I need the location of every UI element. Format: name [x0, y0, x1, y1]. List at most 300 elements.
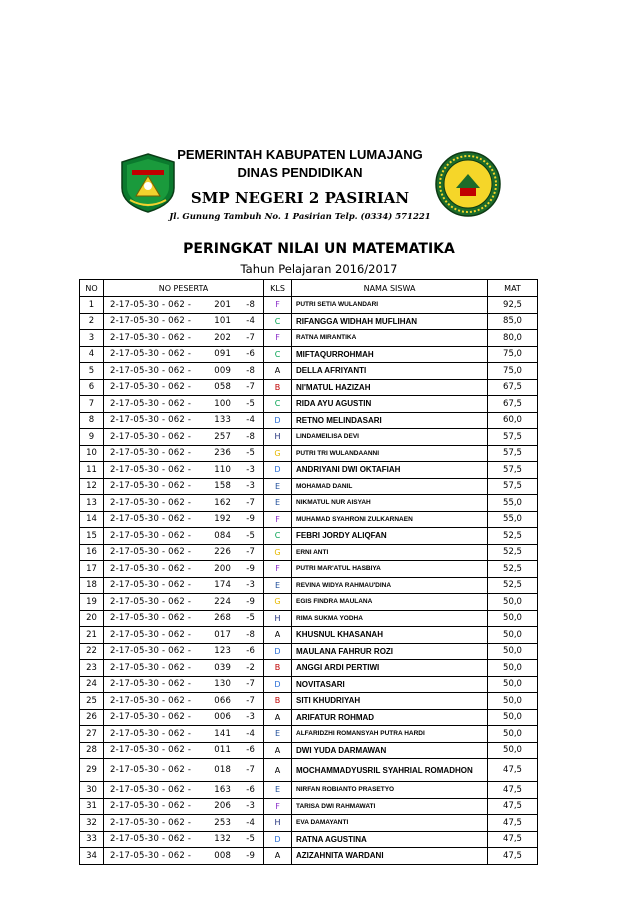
peserta-prefix: 2-17-05-30 - 062 -	[110, 728, 192, 739]
cell-no: 4	[80, 346, 104, 363]
cell-nama-siswa: NIKMATUL NUR AISYAH	[292, 495, 488, 512]
table-row	[80, 742, 538, 759]
cell-no-peserta	[104, 676, 264, 693]
cell-mat: 47,5	[488, 782, 538, 799]
peserta-number: 253	[214, 817, 232, 828]
col-header-kls: KLS	[264, 280, 292, 297]
cell-no: 32	[80, 815, 104, 832]
peserta-number: 009	[214, 365, 232, 376]
cell-no-peserta	[104, 396, 264, 413]
peserta-suffix: -3	[246, 712, 256, 723]
peserta-number: 084	[214, 530, 232, 541]
peserta-suffix: -3	[246, 801, 256, 812]
cell-mat: 50,0	[488, 660, 538, 677]
cell-nama-siswa: MIFTAQURROHMAH	[292, 346, 488, 363]
cell-kls: H	[264, 429, 292, 446]
peserta-number: 236	[214, 448, 232, 459]
cell-kls: D	[264, 462, 292, 479]
peserta-number: 101	[214, 316, 232, 327]
cell-no: 33	[80, 831, 104, 848]
cell-no-peserta	[104, 693, 264, 710]
peserta-suffix: -8	[246, 431, 256, 442]
peserta-suffix: -2	[246, 662, 256, 673]
department-name: DINAS PENDIDIKAN	[237, 165, 363, 180]
cell-nama-siswa: NIRFAN ROBIANTO PRASETYO	[292, 782, 488, 799]
peserta-number: 018	[214, 765, 232, 775]
peserta-number: 100	[214, 398, 232, 409]
cell-kls: A	[264, 627, 292, 644]
cell-mat: 47,5	[488, 831, 538, 848]
peserta-number: 133	[214, 415, 232, 426]
peserta-suffix: -5	[246, 530, 256, 541]
cell-no: 6	[80, 379, 104, 396]
cell-kls: B	[264, 660, 292, 677]
cell-mat: 50,0	[488, 693, 538, 710]
cell-no: 20	[80, 610, 104, 627]
cell-nama-siswa: LINDAMEILISA DEVI	[292, 429, 488, 446]
peserta-number: 123	[214, 646, 232, 657]
cell-nama-siswa: NI'MATUL HAZIZAH	[292, 379, 488, 396]
table-row	[80, 709, 538, 726]
cell-kls: A	[264, 709, 292, 726]
cell-no-peserta	[104, 610, 264, 627]
cell-no: 34	[80, 848, 104, 865]
cell-no: 27	[80, 726, 104, 743]
cell-no-peserta	[104, 379, 264, 396]
cell-mat: 92,5	[488, 297, 538, 314]
cell-kls: A	[264, 848, 292, 865]
peserta-number: 200	[214, 563, 232, 574]
cell-no-peserta	[104, 478, 264, 495]
cell-no: 7	[80, 396, 104, 413]
peserta-suffix: -8	[246, 365, 256, 376]
peserta-prefix: 2-17-05-30 - 062 -	[110, 415, 192, 426]
cell-nama-siswa: EGIS FINDRA MAULANA	[292, 594, 488, 611]
cell-no-peserta	[104, 759, 264, 782]
cell-nama-siswa: RATNA AGUSTINA	[292, 831, 488, 848]
cell-nama-siswa: RIFANGGA WIDHAH MUFLIHAN	[292, 313, 488, 330]
cell-kls: B	[264, 379, 292, 396]
table-row	[80, 726, 538, 743]
cell-mat: 52,5	[488, 561, 538, 578]
peserta-suffix: -7	[246, 332, 256, 343]
peserta-suffix: -8	[246, 629, 256, 640]
cell-no: 26	[80, 709, 104, 726]
peserta-number: 224	[214, 596, 232, 607]
cell-mat: 67,5	[488, 379, 538, 396]
cell-nama-siswa: REVINA WIDYA RAHMAU'DINA	[292, 577, 488, 594]
table-row	[80, 561, 538, 578]
school-emblem-icon	[434, 150, 502, 218]
cell-kls: D	[264, 831, 292, 848]
cell-nama-siswa: DWI YUDA DARMAWAN	[292, 742, 488, 759]
cell-nama-siswa: AZIZAHNITA WARDANI	[292, 848, 488, 865]
table-row	[80, 330, 538, 347]
cell-no-peserta	[104, 297, 264, 314]
peserta-number: 011	[214, 745, 232, 756]
peserta-suffix: -6	[246, 784, 256, 795]
cell-no: 25	[80, 693, 104, 710]
peserta-prefix: 2-17-05-30 - 062 -	[110, 646, 192, 657]
cell-nama-siswa: RETNO MELINDASARI	[292, 412, 488, 429]
table-row	[80, 660, 538, 677]
cell-kls: C	[264, 313, 292, 330]
table-header-row	[80, 280, 538, 297]
peserta-number: 130	[214, 679, 232, 690]
cell-no-peserta	[104, 643, 264, 660]
cell-no: 10	[80, 445, 104, 462]
peserta-number: 132	[214, 834, 232, 845]
peserta-prefix: 2-17-05-30 - 062 -	[110, 398, 192, 409]
peserta-suffix: -7	[246, 382, 256, 393]
cell-nama-siswa: ANGGI ARDI PERTIWI	[292, 660, 488, 677]
table-row	[80, 445, 538, 462]
table-row	[80, 759, 538, 782]
cell-nama-siswa: MAULANA FAHRUR ROZI	[292, 643, 488, 660]
peserta-number: 201	[214, 299, 232, 310]
table-row	[80, 412, 538, 429]
page-subtitle: Tahun Pelajaran 2016/2017	[240, 262, 398, 276]
cell-no-peserta	[104, 561, 264, 578]
cell-kls: F	[264, 798, 292, 815]
cell-no: 13	[80, 495, 104, 512]
cell-nama-siswa: FEBRI JORDY ALIQFAN	[292, 528, 488, 545]
cell-no: 21	[80, 627, 104, 644]
cell-mat: 52,5	[488, 544, 538, 561]
cell-no: 22	[80, 643, 104, 660]
table-row	[80, 577, 538, 594]
table-row	[80, 429, 538, 446]
cell-mat: 50,0	[488, 594, 538, 611]
peserta-prefix: 2-17-05-30 - 062 -	[110, 745, 192, 756]
cell-kls: D	[264, 676, 292, 693]
cell-no-peserta	[104, 660, 264, 677]
cell-nama-siswa: PUTRI MAR'ATUL HASBIYA	[292, 561, 488, 578]
peserta-prefix: 2-17-05-30 - 062 -	[110, 448, 192, 459]
peserta-prefix: 2-17-05-30 - 062 -	[110, 481, 192, 492]
cell-mat: 57,5	[488, 429, 538, 446]
cell-no-peserta	[104, 742, 264, 759]
table-row	[80, 346, 538, 363]
letterhead	[0, 140, 638, 232]
peserta-suffix: -5	[246, 448, 256, 459]
cell-kls: E	[264, 495, 292, 512]
peserta-number: 039	[214, 662, 232, 673]
cell-kls: E	[264, 726, 292, 743]
cell-mat: 50,0	[488, 709, 538, 726]
table-row	[80, 782, 538, 799]
cell-no-peserta	[104, 627, 264, 644]
cell-no-peserta	[104, 313, 264, 330]
cell-nama-siswa: NOVITASARI	[292, 676, 488, 693]
cell-kls: H	[264, 815, 292, 832]
cell-kls: C	[264, 346, 292, 363]
peserta-suffix: -7	[246, 679, 256, 690]
cell-kls: H	[264, 610, 292, 627]
cell-no-peserta	[104, 462, 264, 479]
cell-nama-siswa: DELLA AFRIYANTI	[292, 363, 488, 380]
table-row	[80, 676, 538, 693]
cell-nama-siswa: EVA DAMAYANTI	[292, 815, 488, 832]
peserta-prefix: 2-17-05-30 - 062 -	[110, 332, 192, 343]
cell-nama-siswa: SITI KHUDRIYAH	[292, 693, 488, 710]
peserta-suffix: -6	[246, 745, 256, 756]
cell-kls: B	[264, 693, 292, 710]
cell-no-peserta	[104, 798, 264, 815]
cell-no: 28	[80, 742, 104, 759]
peserta-number: 162	[214, 497, 232, 508]
cell-nama-siswa: TARISA DWI RAHMAWATI	[292, 798, 488, 815]
cell-mat: 67,5	[488, 396, 538, 413]
cell-no: 30	[80, 782, 104, 799]
cell-mat: 55,0	[488, 511, 538, 528]
cell-mat: 50,0	[488, 610, 538, 627]
cell-kls: F	[264, 511, 292, 528]
cell-nama-siswa: MOHAMAD DANIL	[292, 478, 488, 495]
peserta-suffix: -6	[246, 349, 256, 360]
cell-no-peserta	[104, 726, 264, 743]
cell-nama-siswa: KHUSNUL KHASANAH	[292, 627, 488, 644]
peserta-prefix: 2-17-05-30 - 062 -	[110, 850, 192, 861]
cell-kls: E	[264, 478, 292, 495]
table-row	[80, 363, 538, 380]
peserta-prefix: 2-17-05-30 - 062 -	[110, 834, 192, 845]
page-title: PERINGKAT NILAI UN MATEMATIKA	[183, 241, 455, 257]
cell-no-peserta	[104, 577, 264, 594]
peserta-suffix: -9	[246, 850, 256, 861]
table-row	[80, 815, 538, 832]
cell-mat: 57,5	[488, 445, 538, 462]
peserta-number: 058	[214, 382, 232, 393]
cell-mat: 57,5	[488, 478, 538, 495]
school-name: SMP NEGERI 2 PASIRIAN	[190, 189, 410, 207]
peserta-prefix: 2-17-05-30 - 062 -	[110, 563, 192, 574]
cell-nama-siswa: ARIFATUR ROHMAD	[292, 709, 488, 726]
table-row	[80, 528, 538, 545]
cell-no-peserta	[104, 412, 264, 429]
cell-nama-siswa: ALFARIDZHI ROMANSYAH PUTRA HARDI	[292, 726, 488, 743]
cell-no-peserta	[104, 594, 264, 611]
peserta-number: 192	[214, 514, 232, 525]
col-header-no: NO	[80, 280, 104, 297]
cell-no: 19	[80, 594, 104, 611]
peserta-prefix: 2-17-05-30 - 062 -	[110, 801, 192, 812]
cell-kls: A	[264, 363, 292, 380]
peserta-number: 257	[214, 431, 232, 442]
peserta-prefix: 2-17-05-30 - 062 -	[110, 580, 192, 591]
peserta-prefix: 2-17-05-30 - 062 -	[110, 765, 192, 775]
peserta-suffix: -8	[246, 299, 256, 310]
cell-mat: 50,0	[488, 643, 538, 660]
cell-mat: 50,0	[488, 726, 538, 743]
cell-kls: G	[264, 594, 292, 611]
peserta-suffix: -4	[246, 415, 256, 426]
cell-no-peserta	[104, 346, 264, 363]
cell-nama-siswa: ANDRIYANI DWI OKTAFIAH	[292, 462, 488, 479]
peserta-suffix: -3	[246, 580, 256, 591]
peserta-suffix: -9	[246, 563, 256, 574]
cell-no: 18	[80, 577, 104, 594]
table-row	[80, 627, 538, 644]
ranking-table	[79, 279, 538, 865]
table-row	[80, 313, 538, 330]
peserta-suffix: -4	[246, 728, 256, 739]
peserta-prefix: 2-17-05-30 - 062 -	[110, 497, 192, 508]
table-row	[80, 643, 538, 660]
cell-kls: A	[264, 742, 292, 759]
peserta-suffix: -5	[246, 834, 256, 845]
cell-kls: D	[264, 412, 292, 429]
table-row	[80, 544, 538, 561]
cell-mat: 47,5	[488, 815, 538, 832]
cell-no-peserta	[104, 445, 264, 462]
table-row	[80, 848, 538, 865]
peserta-suffix: -7	[246, 497, 256, 508]
cell-no: 14	[80, 511, 104, 528]
cell-nama-siswa: PUTRI SETIA WULANDARI	[292, 297, 488, 314]
cell-no-peserta	[104, 363, 264, 380]
peserta-suffix: -7	[246, 765, 256, 775]
peserta-prefix: 2-17-05-30 - 062 -	[110, 530, 192, 541]
table-row	[80, 511, 538, 528]
table-row	[80, 798, 538, 815]
table-row	[80, 831, 538, 848]
peserta-number: 268	[214, 613, 232, 624]
table-row	[80, 462, 538, 479]
cell-kls: E	[264, 577, 292, 594]
peserta-suffix: -7	[246, 695, 256, 706]
cell-mat: 50,0	[488, 742, 538, 759]
cell-no: 31	[80, 798, 104, 815]
cell-kls: D	[264, 643, 292, 660]
cell-mat: 50,0	[488, 676, 538, 693]
cell-kls: G	[264, 445, 292, 462]
peserta-prefix: 2-17-05-30 - 062 -	[110, 613, 192, 624]
peserta-number: 006	[214, 712, 232, 723]
peserta-prefix: 2-17-05-30 - 062 -	[110, 679, 192, 690]
table-row	[80, 693, 538, 710]
peserta-suffix: -6	[246, 646, 256, 657]
government-name: PEMERINTAH KABUPATEN LUMAJANG	[177, 147, 423, 162]
cell-no-peserta	[104, 848, 264, 865]
peserta-prefix: 2-17-05-30 - 062 -	[110, 382, 192, 393]
table-row	[80, 297, 538, 314]
peserta-prefix: 2-17-05-30 - 062 -	[110, 464, 192, 475]
peserta-suffix: -5	[246, 613, 256, 624]
cell-nama-siswa: MUHAMAD SYAHRONI ZULKARNAEN	[292, 511, 488, 528]
peserta-number: 174	[214, 580, 232, 591]
cell-mat: 75,0	[488, 363, 538, 380]
peserta-prefix: 2-17-05-30 - 062 -	[110, 299, 192, 310]
peserta-number: 110	[214, 464, 232, 475]
cell-mat: 47,5	[488, 798, 538, 815]
peserta-suffix: -9	[246, 514, 256, 525]
peserta-number: 091	[214, 349, 232, 360]
peserta-prefix: 2-17-05-30 - 062 -	[110, 365, 192, 376]
cell-no: 5	[80, 363, 104, 380]
peserta-prefix: 2-17-05-30 - 062 -	[110, 784, 192, 795]
cell-no-peserta	[104, 495, 264, 512]
peserta-number: 008	[214, 850, 232, 861]
cell-no-peserta	[104, 709, 264, 726]
school-address: Jl. Gunung Tambuh No. 1 Pasirian Telp. (0334) 571221	[169, 212, 431, 222]
cell-mat: 57,5	[488, 462, 538, 479]
table-row	[80, 478, 538, 495]
cell-no: 9	[80, 429, 104, 446]
cell-no: 16	[80, 544, 104, 561]
peserta-number: 017	[214, 629, 232, 640]
peserta-number: 158	[214, 481, 232, 492]
cell-no-peserta	[104, 831, 264, 848]
cell-no: 15	[80, 528, 104, 545]
peserta-number: 202	[214, 332, 232, 343]
peserta-suffix: -4	[246, 817, 256, 828]
peserta-suffix: -7	[246, 547, 256, 558]
peserta-prefix: 2-17-05-30 - 062 -	[110, 596, 192, 607]
cell-no: 11	[80, 462, 104, 479]
cell-kls: A	[264, 759, 292, 782]
cell-mat: 52,5	[488, 577, 538, 594]
peserta-prefix: 2-17-05-30 - 062 -	[110, 712, 192, 723]
peserta-number: 141	[214, 728, 232, 739]
col-header-no-peserta: NO PESERTA	[104, 280, 264, 297]
peserta-prefix: 2-17-05-30 - 062 -	[110, 547, 192, 558]
peserta-prefix: 2-17-05-30 - 062 -	[110, 695, 192, 706]
peserta-suffix: -4	[246, 316, 256, 327]
cell-no-peserta	[104, 782, 264, 799]
peserta-suffix: -3	[246, 481, 256, 492]
peserta-prefix: 2-17-05-30 - 062 -	[110, 817, 192, 828]
cell-no: 3	[80, 330, 104, 347]
peserta-number: 206	[214, 801, 232, 812]
cell-no: 17	[80, 561, 104, 578]
cell-no: 8	[80, 412, 104, 429]
cell-nama-siswa: RATNA MIRANTIKA	[292, 330, 488, 347]
peserta-prefix: 2-17-05-30 - 062 -	[110, 431, 192, 442]
peserta-suffix: -9	[246, 596, 256, 607]
cell-no-peserta	[104, 528, 264, 545]
table-row	[80, 610, 538, 627]
cell-kls: C	[264, 396, 292, 413]
table-row	[80, 495, 538, 512]
cell-nama-siswa: PUTRI TRI WULANDAANNI	[292, 445, 488, 462]
cell-mat: 80,0	[488, 330, 538, 347]
peserta-prefix: 2-17-05-30 - 062 -	[110, 629, 192, 640]
col-header-mat: MAT	[488, 280, 538, 297]
cell-no: 1	[80, 297, 104, 314]
cell-nama-siswa: RIMA SUKMA YODHA	[292, 610, 488, 627]
cell-no-peserta	[104, 544, 264, 561]
cell-kls: G	[264, 544, 292, 561]
cell-mat: 50,0	[488, 627, 538, 644]
cell-mat: 60,0	[488, 412, 538, 429]
cell-no: 2	[80, 313, 104, 330]
cell-nama-siswa: MOCHAMMADYUSRIL SYAHRIAL ROMADHON	[292, 759, 488, 782]
peserta-number: 163	[214, 784, 232, 795]
cell-no-peserta	[104, 511, 264, 528]
cell-kls: E	[264, 782, 292, 799]
table-row	[80, 396, 538, 413]
cell-nama-siswa: ERNI ANTI	[292, 544, 488, 561]
peserta-number: 066	[214, 695, 232, 706]
col-header-nama-siswa: NAMA SISWA	[292, 280, 488, 297]
cell-no: 23	[80, 660, 104, 677]
cell-mat: 47,5	[488, 848, 538, 865]
cell-no: 29	[80, 759, 104, 782]
cell-mat: 75,0	[488, 346, 538, 363]
table-row	[80, 594, 538, 611]
cell-kls: F	[264, 330, 292, 347]
